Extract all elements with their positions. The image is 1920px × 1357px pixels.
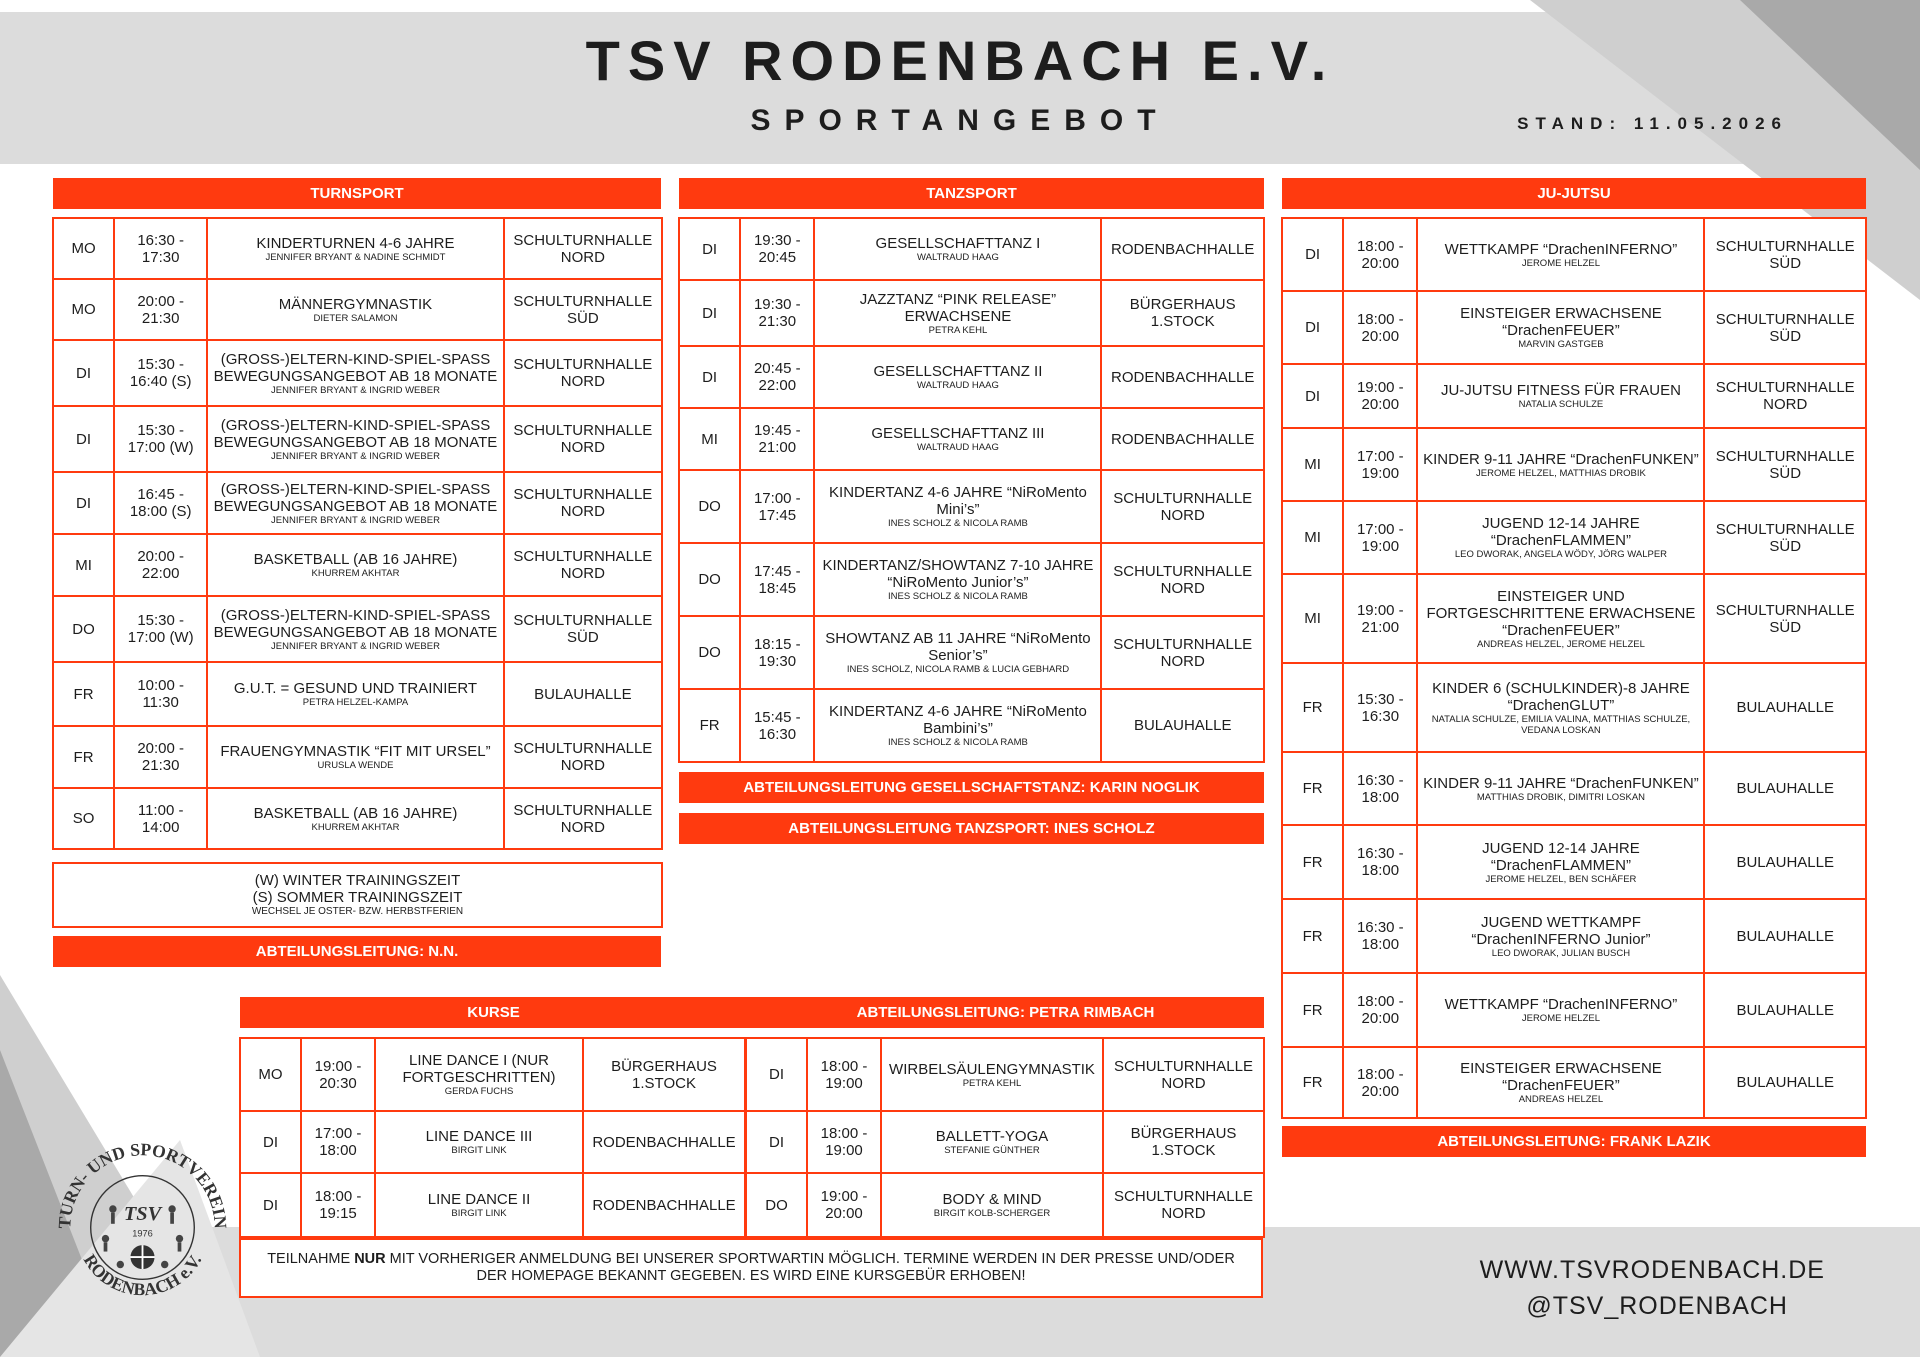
turnsport-table (52, 217, 663, 850)
schedule-row (1282, 1047, 1866, 1118)
course-cell (1417, 364, 1704, 428)
time-cell: 18:00 - 20:00 (1343, 218, 1417, 291)
place-cell: SCHULTURNHALLE SÜD (1704, 218, 1866, 291)
trainer-name: GERDA FUCHS (444, 1086, 514, 1097)
place-cell: RODENBACHHALLE (583, 1111, 745, 1173)
schedule-row (53, 279, 662, 340)
course-cell (881, 1038, 1103, 1111)
kurse-right-table (745, 1037, 1265, 1238)
trainer-name: WALTRAUD HAAG (917, 442, 999, 453)
day-cell: MI (679, 408, 740, 470)
place-cell: SCHULTURNHALLE NORD (504, 472, 662, 534)
time-cell: 20:45 - 22:00 (740, 346, 814, 408)
trainer-name: INES SCHOLZ & NICOLA RAMB (887, 737, 1028, 748)
time-cell: 15:30 - 16:30 (1343, 663, 1417, 752)
day-cell: MO (53, 218, 114, 279)
day-cell: DO (53, 596, 114, 662)
day-cell: FR (1282, 973, 1343, 1047)
day-cell: MI (1282, 574, 1343, 663)
course-cell (1417, 501, 1704, 574)
trainer-name: LEO DWORAK, ANGELA WÖDY, JÖRG WALPER (1454, 549, 1668, 560)
day-cell: DI (53, 472, 114, 534)
course-cell (207, 218, 503, 279)
trainer-name: JENNIFER BRYANT & NADINE SCHMIDT (265, 251, 446, 263)
place-cell: SCHULTURNHALLE SÜD (504, 596, 662, 662)
course-cell (1417, 218, 1704, 291)
schedule-row (746, 1111, 1264, 1173)
course-name: KINDERTANZ 4-6 JAHRE “NiRoMento Mini’s” (829, 484, 1087, 518)
day-cell: FR (1282, 825, 1343, 899)
place-cell: BULAUHALLE (1704, 663, 1866, 752)
trainer-name: JEROME HELZEL, MATTHIAS DROBIK (1476, 467, 1646, 479)
kurse-left-table (239, 1037, 746, 1238)
schedule-row (679, 543, 1264, 616)
kurse-leitung: ABTEILUNGSLEITUNG: PETRA RIMBACH (747, 997, 1264, 1028)
schedule-row (53, 788, 662, 849)
course-name: WIRBELSÄULENGYMNASTIK (889, 1060, 1095, 1078)
trainer-name: PETRA KEHL (928, 324, 988, 336)
schedule-row (240, 1111, 745, 1173)
time-cell: 20:00 - 22:00 (114, 534, 207, 596)
day-cell: FR (53, 726, 114, 788)
schedule-row (679, 616, 1264, 689)
svg-text:RODENBACH e.V.: RODENBACH e.V. (79, 1250, 206, 1300)
course-cell (1417, 899, 1704, 973)
time-cell: 20:00 - 21:30 (114, 726, 207, 788)
trainer-name: JENNIFER BRYANT & INGRID WEBER (271, 514, 440, 526)
course-cell (207, 788, 503, 849)
schedule-row (679, 346, 1264, 408)
day-cell: DO (679, 543, 740, 616)
svg-text:1976: 1976 (132, 1228, 153, 1239)
place-cell: SCHULTURNHALLE NORD (1101, 470, 1264, 543)
schedule-row (53, 726, 662, 788)
tsv-logo-seal (50, 1135, 235, 1320)
day-cell: MI (1282, 428, 1343, 501)
trainer-name: BIRGIT KOLB-SCHERGER (933, 1208, 1051, 1219)
course-cell (814, 218, 1101, 280)
place-cell: SCHULTURNHALLE NORD (1103, 1038, 1264, 1111)
course-name: (GROSS-)ELTERN-KIND-SPIEL-SPASS BEWEGUNGSANGEBOT AB 18 MONATE (213, 606, 498, 641)
trainer-name: PETRA HELZEL-KAMPA (302, 697, 409, 708)
course-cell (207, 726, 503, 788)
place-cell: SCHULTURNHALLE NORD (504, 406, 662, 472)
time-cell: 16:30 - 18:00 (1343, 752, 1417, 825)
course-name: GESELLSCHAFTTANZ III (871, 425, 1045, 442)
course-cell (1417, 291, 1704, 364)
course-cell (814, 689, 1101, 762)
stand-date: STAND: 11.05.2026 (1517, 114, 1788, 133)
place-cell: BÜRGERHAUS 1.STOCK (1101, 280, 1264, 346)
time-cell: 19:30 - 21:30 (740, 280, 814, 346)
day-cell: DI (53, 340, 114, 406)
course-name: EINSTEIGER ERWACHSENE “DrachenFEUER” (1460, 305, 1662, 339)
schedule-row (1282, 364, 1866, 428)
social-handle[interactable]: @TSV_RODENBACH (1526, 1292, 1788, 1320)
trainer-name: INES SCHOLZ & NICOLA RAMB (887, 591, 1028, 602)
place-cell: SCHULTURNHALLE NORD (504, 534, 662, 596)
course-cell (207, 340, 503, 406)
jujutsu-table (1281, 217, 1867, 1119)
time-cell: 18:00 - 19:00 (807, 1111, 881, 1173)
svg-text:TURN- UND SPORTVEREIN: TURN- UND SPORTVEREIN (54, 1139, 231, 1230)
trainer-name: STEFANIE GÜNTHER (944, 1145, 1040, 1156)
course-cell (1417, 574, 1704, 663)
course-cell (207, 406, 503, 472)
schedule-row (679, 689, 1264, 762)
trainer-name: JEROME HELZEL (1521, 257, 1600, 269)
course-cell (881, 1111, 1103, 1173)
website-link[interactable]: WWW.TSVRODENBACH.DE (1479, 1256, 1825, 1284)
time-cell: 15:45 - 16:30 (740, 689, 814, 762)
course-name: WETTKAMPF “DrachenINFERNO” (1444, 996, 1678, 1013)
course-cell (1417, 428, 1704, 501)
course-name: JUGEND WETTKAMPF “DrachenINFERNO Junior” (1471, 913, 1651, 948)
trainer-name: ANDREAS HELZEL, JEROME HELZEL (1476, 638, 1645, 650)
trainer-name: JEROME HELZEL (1521, 1013, 1600, 1024)
day-cell: DI (1282, 291, 1343, 364)
day-cell: DI (679, 346, 740, 408)
place-cell: BULAUHALLE (1101, 689, 1264, 762)
day-cell: FR (1282, 899, 1343, 973)
course-cell (814, 470, 1101, 543)
place-cell: SCHULTURNHALLE NORD (1101, 616, 1264, 689)
trainer-name: DIETER SALAMON (313, 312, 398, 324)
schedule-row (240, 1173, 745, 1237)
day-cell: DI (240, 1111, 301, 1173)
day-cell: SO (53, 788, 114, 849)
tanzsport-heading: TANZSPORT (679, 178, 1264, 209)
day-cell: DO (679, 470, 740, 543)
winter-note: (W) WINTER TRAININGSZEIT (254, 872, 461, 889)
course-name: KINDERTANZ 4-6 JAHRE “NiRoMento Bambini’s” (829, 703, 1087, 737)
day-cell: DI (746, 1111, 807, 1173)
schedule-row (679, 218, 1264, 280)
day-cell: DI (53, 406, 114, 472)
course-cell (207, 534, 503, 596)
time-cell: 17:00 - 18:00 (301, 1111, 375, 1173)
day-cell: MO (53, 279, 114, 340)
trainer-name: ANDREAS HELZEL (1518, 1094, 1604, 1105)
course-name: GESELLSCHAFTTANZ I (875, 235, 1041, 252)
jujutsu-leitung: ABTEILUNGSLEITUNG: FRANK LAZIK (1282, 1126, 1866, 1157)
time-cell: 19:00 - 20:00 (1343, 364, 1417, 428)
course-cell (814, 543, 1101, 616)
trainer-name: WALTRAUD HAAG (917, 252, 999, 263)
course-name: (GROSS-)ELTERN-KIND-SPIEL-SPASS BEWEGUNGSANGEBOT AB 18 MONATE (213, 416, 498, 451)
time-cell: 19:00 - 20:00 (807, 1173, 881, 1237)
schedule-row (53, 596, 662, 662)
place-cell: BÜRGERHAUS 1.STOCK (1103, 1111, 1264, 1173)
course-cell (375, 1111, 583, 1173)
turnsport-heading: TURNSPORT (53, 178, 661, 209)
course-name: GESELLSCHAFTTANZ II (873, 363, 1043, 380)
course-cell (207, 662, 503, 726)
trainer-name: JENNIFER BRYANT & INGRID WEBER (271, 640, 440, 652)
schedule-row (53, 218, 662, 279)
day-cell: FR (1282, 1047, 1343, 1118)
course-name: KINDER 6 (SCHULKINDER)-8 JAHRE “DrachenGLUT” (1432, 679, 1690, 714)
day-cell: DI (679, 280, 740, 346)
place-cell: SCHULTURNHALLE SÜD (1704, 428, 1866, 501)
day-cell: MO (240, 1038, 301, 1111)
course-name: EINSTEIGER ERWACHSENE “DrachenFEUER” (1460, 1060, 1662, 1094)
place-cell: BULAUHALLE (1704, 899, 1866, 973)
time-cell: 17:00 - 17:45 (740, 470, 814, 543)
trainer-name: BIRGIT LINK (451, 1145, 507, 1156)
course-name: KINDERTURNEN 4-6 JAHRE (256, 234, 455, 252)
course-cell (1417, 973, 1704, 1047)
time-cell: 17:00 - 19:00 (1343, 428, 1417, 501)
time-cell: 19:00 - 21:00 (1343, 574, 1417, 663)
page-subtitle: SPORTANGEBOT (750, 104, 1170, 137)
trainer-name: JENNIFER BRYANT & INGRID WEBER (271, 384, 440, 396)
tanzsport-leitung: ABTEILUNGSLEITUNG TANZSPORT: INES SCHOLZ (679, 813, 1264, 844)
course-cell (375, 1038, 583, 1111)
day-cell: DO (746, 1173, 807, 1237)
trainer-name: MATTHIAS DROBIK, DIMITRI LOSKAN (1476, 791, 1646, 803)
time-cell: 18:00 - 20:00 (1343, 973, 1417, 1047)
place-cell: SCHULTURNHALLE SÜD (1704, 574, 1866, 663)
place-cell: RODENBACHHALLE (1101, 346, 1264, 408)
day-cell: FR (1282, 663, 1343, 752)
course-name: LINE DANCE II (427, 1191, 531, 1208)
course-name: BODY & MIND (942, 1191, 1042, 1208)
time-cell: 18:00 - 20:00 (1343, 291, 1417, 364)
trainer-name: INES SCHOLZ & NICOLA RAMB (887, 518, 1028, 529)
trainer-name: BIRGIT LINK (451, 1208, 507, 1219)
schedule-row (1282, 291, 1866, 364)
schedule-row (1282, 501, 1866, 574)
place-cell: RODENBACHHALLE (1101, 408, 1264, 470)
schedule-row (1282, 663, 1866, 752)
time-cell: 19:00 - 20:30 (301, 1038, 375, 1111)
time-cell: 19:30 - 20:45 (740, 218, 814, 280)
trainer-name: NATALIA SCHULZE, EMILIA VALINA, MATTHIAS SCHULZE, VEDANA LOSKAN (1431, 713, 1691, 736)
tanzsport-leitung-gesellschaft: ABTEILUNGSLEITUNG GESELLSCHAFTSTANZ: KARIN NOGLIK (679, 772, 1264, 803)
schedule-row (53, 662, 662, 726)
place-cell: BÜRGERHAUS 1.STOCK (583, 1038, 745, 1111)
course-name: G.U.T. = GESUND UND TRAINIERT (233, 680, 478, 697)
svg-text:TSV: TSV (123, 1203, 162, 1226)
time-cell: 19:45 - 21:00 (740, 408, 814, 470)
place-cell: SCHULTURNHALLE NORD (1103, 1173, 1264, 1237)
course-cell (1417, 752, 1704, 825)
course-name: LINE DANCE III (425, 1128, 533, 1145)
day-cell: FR (679, 689, 740, 762)
place-cell: SCHULTURNHALLE NORD (1101, 543, 1264, 616)
jujutsu-heading: JU-JUTSU (1282, 178, 1866, 209)
place-cell: BULAUHALLE (1704, 752, 1866, 825)
page-title: TSV RODENBACH E.V. (585, 29, 1335, 92)
course-name: BASKETBALL (AB 16 JAHRE) (253, 551, 458, 568)
course-cell (375, 1173, 583, 1237)
course-cell (814, 346, 1101, 408)
day-cell: DI (1282, 218, 1343, 291)
course-cell (207, 596, 503, 662)
course-name: JUGEND 12-14 JAHRE “DrachenFLAMMEN” (1482, 839, 1640, 874)
place-cell: BULAUHALLE (504, 662, 662, 726)
course-cell (814, 616, 1101, 689)
kurse-note-text: TEILNAHME NUR MIT VORHERIGER ANMELDUNG BEI UNSERER SPORTWARTIN MÖGLICH. TERMINE WERDEN IN DER PRESSE UND/ODER DER HOMEPAGE BEKANNT GEGEBEN. ES WIRD EINE KURSGEBÜR ERHOBEN! (267, 1251, 1235, 1284)
place-cell: SCHULTURNHALLE NORD (504, 340, 662, 406)
place-cell: BULAUHALLE (1704, 973, 1866, 1047)
kurse-heading: KURSE (240, 997, 747, 1028)
place-cell: RODENBACHHALLE (1101, 218, 1264, 280)
time-cell: 16:30 - 18:00 (1343, 899, 1417, 973)
trainer-name: JEROME HELZEL, BEN SCHÄFER (1485, 873, 1637, 885)
course-name: KINDER 9-11 JAHRE “DrachenFUNKEN” (1423, 774, 1699, 792)
course-name: SHOWTANZ AB 11 JAHRE “NiRoMento Senior’s” (825, 630, 1091, 664)
time-cell: 20:00 - 21:30 (114, 279, 207, 340)
course-cell (1417, 825, 1704, 899)
schedule-row (1282, 218, 1866, 291)
course-cell (207, 472, 503, 534)
course-name: BALLETT-YOGA (935, 1128, 1049, 1145)
trainer-name: JENNIFER BRYANT & INGRID WEBER (271, 450, 440, 462)
place-cell: BULAUHALLE (1704, 1047, 1866, 1118)
day-cell: FR (53, 662, 114, 726)
course-cell (1417, 1047, 1704, 1118)
schedule-row (746, 1173, 1264, 1237)
place-cell: BULAUHALLE (1704, 825, 1866, 899)
course-cell (814, 280, 1101, 346)
time-cell: 11:00 - 14:00 (114, 788, 207, 849)
course-cell (881, 1173, 1103, 1237)
course-name: BASKETBALL (AB 16 JAHRE) (253, 804, 458, 822)
schedule-row (53, 406, 662, 472)
course-name: JUGEND 12-14 JAHRE “DrachenFLAMMEN” (1482, 515, 1640, 549)
schedule-row (679, 470, 1264, 543)
trainer-name: INES SCHOLZ, NICOLA RAMB & LUCIA GEBHARD (846, 664, 1070, 675)
schedule-row (53, 472, 662, 534)
schedule-row (679, 408, 1264, 470)
time-cell: 18:00 - 19:00 (807, 1038, 881, 1111)
kurse-note (239, 1238, 1263, 1298)
course-name: KINDER 9-11 JAHRE “DrachenFUNKEN” (1423, 450, 1699, 468)
time-cell: 15:30 - 16:40 (S) (114, 340, 207, 406)
schedule-row (1282, 574, 1866, 663)
trainer-name: PETRA KEHL (962, 1077, 1022, 1089)
course-name: JAZZTANZ “PINK RELEASE” ERWACHSENE (859, 290, 1057, 325)
time-cell: 15:30 - 17:00 (W) (114, 596, 207, 662)
schedule-row (1282, 825, 1866, 899)
schedule-row (1282, 428, 1866, 501)
time-cell: 18:15 - 19:30 (740, 616, 814, 689)
trainer-name: NATALIA SCHULZE (1518, 399, 1604, 410)
time-cell: 15:30 - 17:00 (W) (114, 406, 207, 472)
place-cell: SCHULTURNHALLE NORD (504, 726, 662, 788)
schedule-row (679, 280, 1264, 346)
summer-note: (S) SOMMER TRAININGSZEIT (252, 889, 463, 906)
place-cell: RODENBACHHALLE (583, 1173, 745, 1237)
schedule-row (1282, 899, 1866, 973)
trainer-name: LEO DWORAK, JULIAN BUSCH (1491, 947, 1631, 959)
day-cell: DI (679, 218, 740, 280)
trainer-name: KHURREM AKHTAR (311, 568, 400, 579)
schedule-row (53, 340, 662, 406)
day-cell: DO (679, 616, 740, 689)
course-name: (GROSS-)ELTERN-KIND-SPIEL-SPASS BEWEGUNGSANGEBOT AB 18 MONATE (213, 480, 498, 515)
day-cell: DI (240, 1173, 301, 1237)
course-name: (GROSS-)ELTERN-KIND-SPIEL-SPASS BEWEGUNGSANGEBOT AB 18 MONATE (213, 350, 498, 385)
time-cell: 16:30 - 18:00 (1343, 825, 1417, 899)
course-cell (814, 408, 1101, 470)
time-cell: 10:00 - 11:30 (114, 662, 207, 726)
place-cell: SCHULTURNHALLE SÜD (504, 279, 662, 340)
place-cell: SCHULTURNHALLE SÜD (1704, 291, 1866, 364)
place-cell: SCHULTURNHALLE NORD (504, 788, 662, 849)
trainer-name: URUSLA WENDE (317, 760, 394, 771)
time-cell: 18:00 - 20:00 (1343, 1047, 1417, 1118)
trainer-name: MARVIN GASTGEB (1518, 339, 1604, 350)
change-note: WECHSEL JE OSTER- BZW. HERBSTFERIEN (251, 906, 464, 917)
trainer-name: WALTRAUD HAAG (917, 380, 999, 391)
day-cell: MI (1282, 501, 1343, 574)
time-cell: 16:45 - 18:00 (S) (114, 472, 207, 534)
time-cell: 17:45 - 18:45 (740, 543, 814, 616)
schedule-row (53, 534, 662, 596)
course-name: EINSTEIGER UND FORTGESCHRITTENE ERWACHSENE “DrachenFEUER” (1426, 587, 1696, 639)
place-cell: SCHULTURNHALLE SÜD (1704, 501, 1866, 574)
course-name: MÄNNERGYMNASTIK (278, 295, 433, 313)
time-cell: 18:00 - 19:15 (301, 1173, 375, 1237)
time-cell: 16:30 - 17:30 (114, 218, 207, 279)
course-name: KINDERTANZ/SHOWTANZ 7-10 JAHRE “NiRoMento Junior’s” (822, 557, 1094, 591)
day-cell: DI (746, 1038, 807, 1111)
schedule-row (240, 1038, 745, 1111)
course-cell (207, 279, 503, 340)
turnsport-leitung: ABTEILUNGSLEITUNG: N.N. (53, 936, 661, 967)
place-cell: SCHULTURNHALLE NORD (504, 218, 662, 279)
schedule-row (746, 1038, 1264, 1111)
trainer-name: KHURREM AKHTAR (311, 821, 400, 833)
time-cell: 17:00 - 19:00 (1343, 501, 1417, 574)
place-cell: SCHULTURNHALLE NORD (1704, 364, 1866, 428)
day-cell: MI (53, 534, 114, 596)
day-cell: DI (1282, 364, 1343, 428)
course-cell (1417, 663, 1704, 752)
course-name: LINE DANCE I (NUR FORTGESCHRITTEN) (402, 1052, 556, 1086)
course-name: WETTKAMPF “DrachenINFERNO” (1444, 240, 1678, 258)
schedule-row (1282, 973, 1866, 1047)
course-name: JU-JUTSU FITNESS FÜR FRAUEN (1440, 382, 1681, 399)
course-name: FRAUENGYMNASTIK “FIT MIT URSEL” (220, 743, 491, 760)
tanzsport-table (678, 217, 1265, 763)
day-cell: FR (1282, 752, 1343, 825)
schedule-row (1282, 752, 1866, 825)
turnsport-season-note (52, 862, 663, 928)
